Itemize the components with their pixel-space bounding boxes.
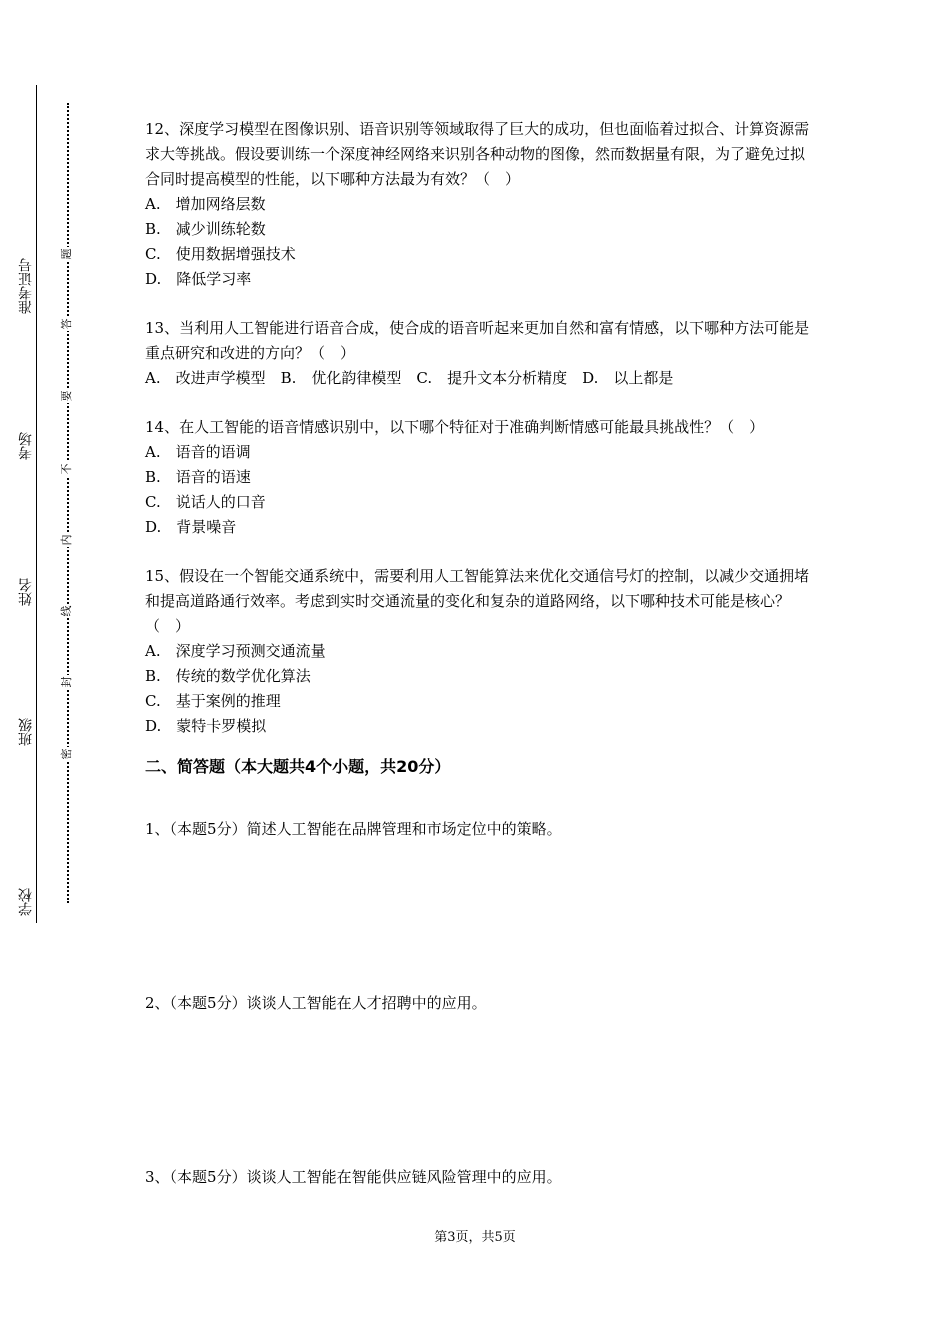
option-d: D. 背景噪音 bbox=[145, 518, 237, 536]
option-c: C. 基于案例的推理 bbox=[145, 692, 281, 710]
class-label: 班级 bbox=[18, 718, 34, 746]
short-answer-3: 3、（本题5分）谈谈人工智能在智能供应链风险管理中的应用。 bbox=[145, 1168, 562, 1186]
seal-dotted-line bbox=[67, 103, 69, 903]
page-number: 第3页，共5页 bbox=[434, 1230, 516, 1245]
seal-char: 不 bbox=[60, 462, 76, 476]
seal-char: 密 bbox=[60, 747, 76, 761]
question-15 bbox=[145, 564, 815, 739]
question-13 bbox=[145, 316, 815, 391]
option-d: D. 降低学习率 bbox=[145, 270, 252, 288]
seal-char: 封 bbox=[60, 675, 76, 689]
short-answer-2: 2、（本题5分）谈谈人工智能在人才招聘中的应用。 bbox=[145, 994, 487, 1012]
seal-char: 内 bbox=[60, 533, 76, 547]
question-14 bbox=[145, 415, 815, 540]
option-b: B. 语音的语速 bbox=[145, 468, 251, 486]
seal-char: 题 bbox=[60, 247, 76, 261]
school-label: 学校 bbox=[18, 888, 34, 916]
question-12 bbox=[145, 117, 815, 292]
inline-options: A. 改进声学模型 B. 优化韵律模型 C. 提升文本分析精度 D. 以上都是 bbox=[145, 369, 674, 387]
short-answer-1: 1、（本题5分）简述人工智能在品牌管理和市场定位中的策略。 bbox=[145, 820, 562, 838]
section-title: 二、简答题（本大题共4个小题，共20分） bbox=[145, 757, 451, 776]
question-text: 15、假设在一个智能交通系统中，需要利用人工智能算法来优化交通信号灯的控制，以减少交通拥堵和提高道路通行效率。考虑到实时交通流量的变化和复杂的道路网络，以下哪种技术可能是核心？（ ） bbox=[145, 567, 810, 635]
option-a: A. 深度学习预测交通流量 bbox=[145, 642, 326, 660]
question-text: 12、深度学习模型在图像识别、语音识别等领域取得了巨大的成功，但也面临着过拟合、计算资源需求大等挑战。假设要训练一个深度神经网络来识别各种动物的图像，然而数据量有限，为了避免过拟合同时提高模型的性能，以下哪种方法最为有效？（ ） bbox=[145, 120, 810, 188]
option-c: C. 说话人的口音 bbox=[145, 493, 266, 511]
question-text: 14、在人工智能的语音情感识别中，以下哪个特征对于准确判断情感可能最具挑战性？（ ） bbox=[145, 418, 765, 436]
exam-id-label: 准考证号 bbox=[18, 258, 34, 314]
question-list bbox=[145, 117, 815, 779]
option-b: B. 减少训练轮数 bbox=[145, 220, 266, 238]
option-b: B. 传统的数学优化算法 bbox=[145, 667, 311, 685]
option-a: A. 语音的语调 bbox=[145, 443, 251, 461]
option-a: A. 增加网络层数 bbox=[145, 195, 266, 213]
seal-char: 线 bbox=[60, 604, 76, 618]
option-d: D. 蒙特卡罗模拟 bbox=[145, 717, 267, 735]
binding-line bbox=[36, 85, 37, 923]
name-label: 姓名 bbox=[18, 578, 34, 606]
option-c: C. 使用数据增强技术 bbox=[145, 245, 296, 263]
question-text: 13、当利用人工智能进行语音合成，使合成的语音听起来更加自然和富有情感，以下哪种方法可能是重点研究和改进的方向？（ ） bbox=[145, 319, 810, 362]
seal-char: 答 bbox=[60, 317, 76, 331]
seal-char: 要 bbox=[60, 389, 76, 403]
exam-room-label: 考场 bbox=[18, 432, 34, 460]
